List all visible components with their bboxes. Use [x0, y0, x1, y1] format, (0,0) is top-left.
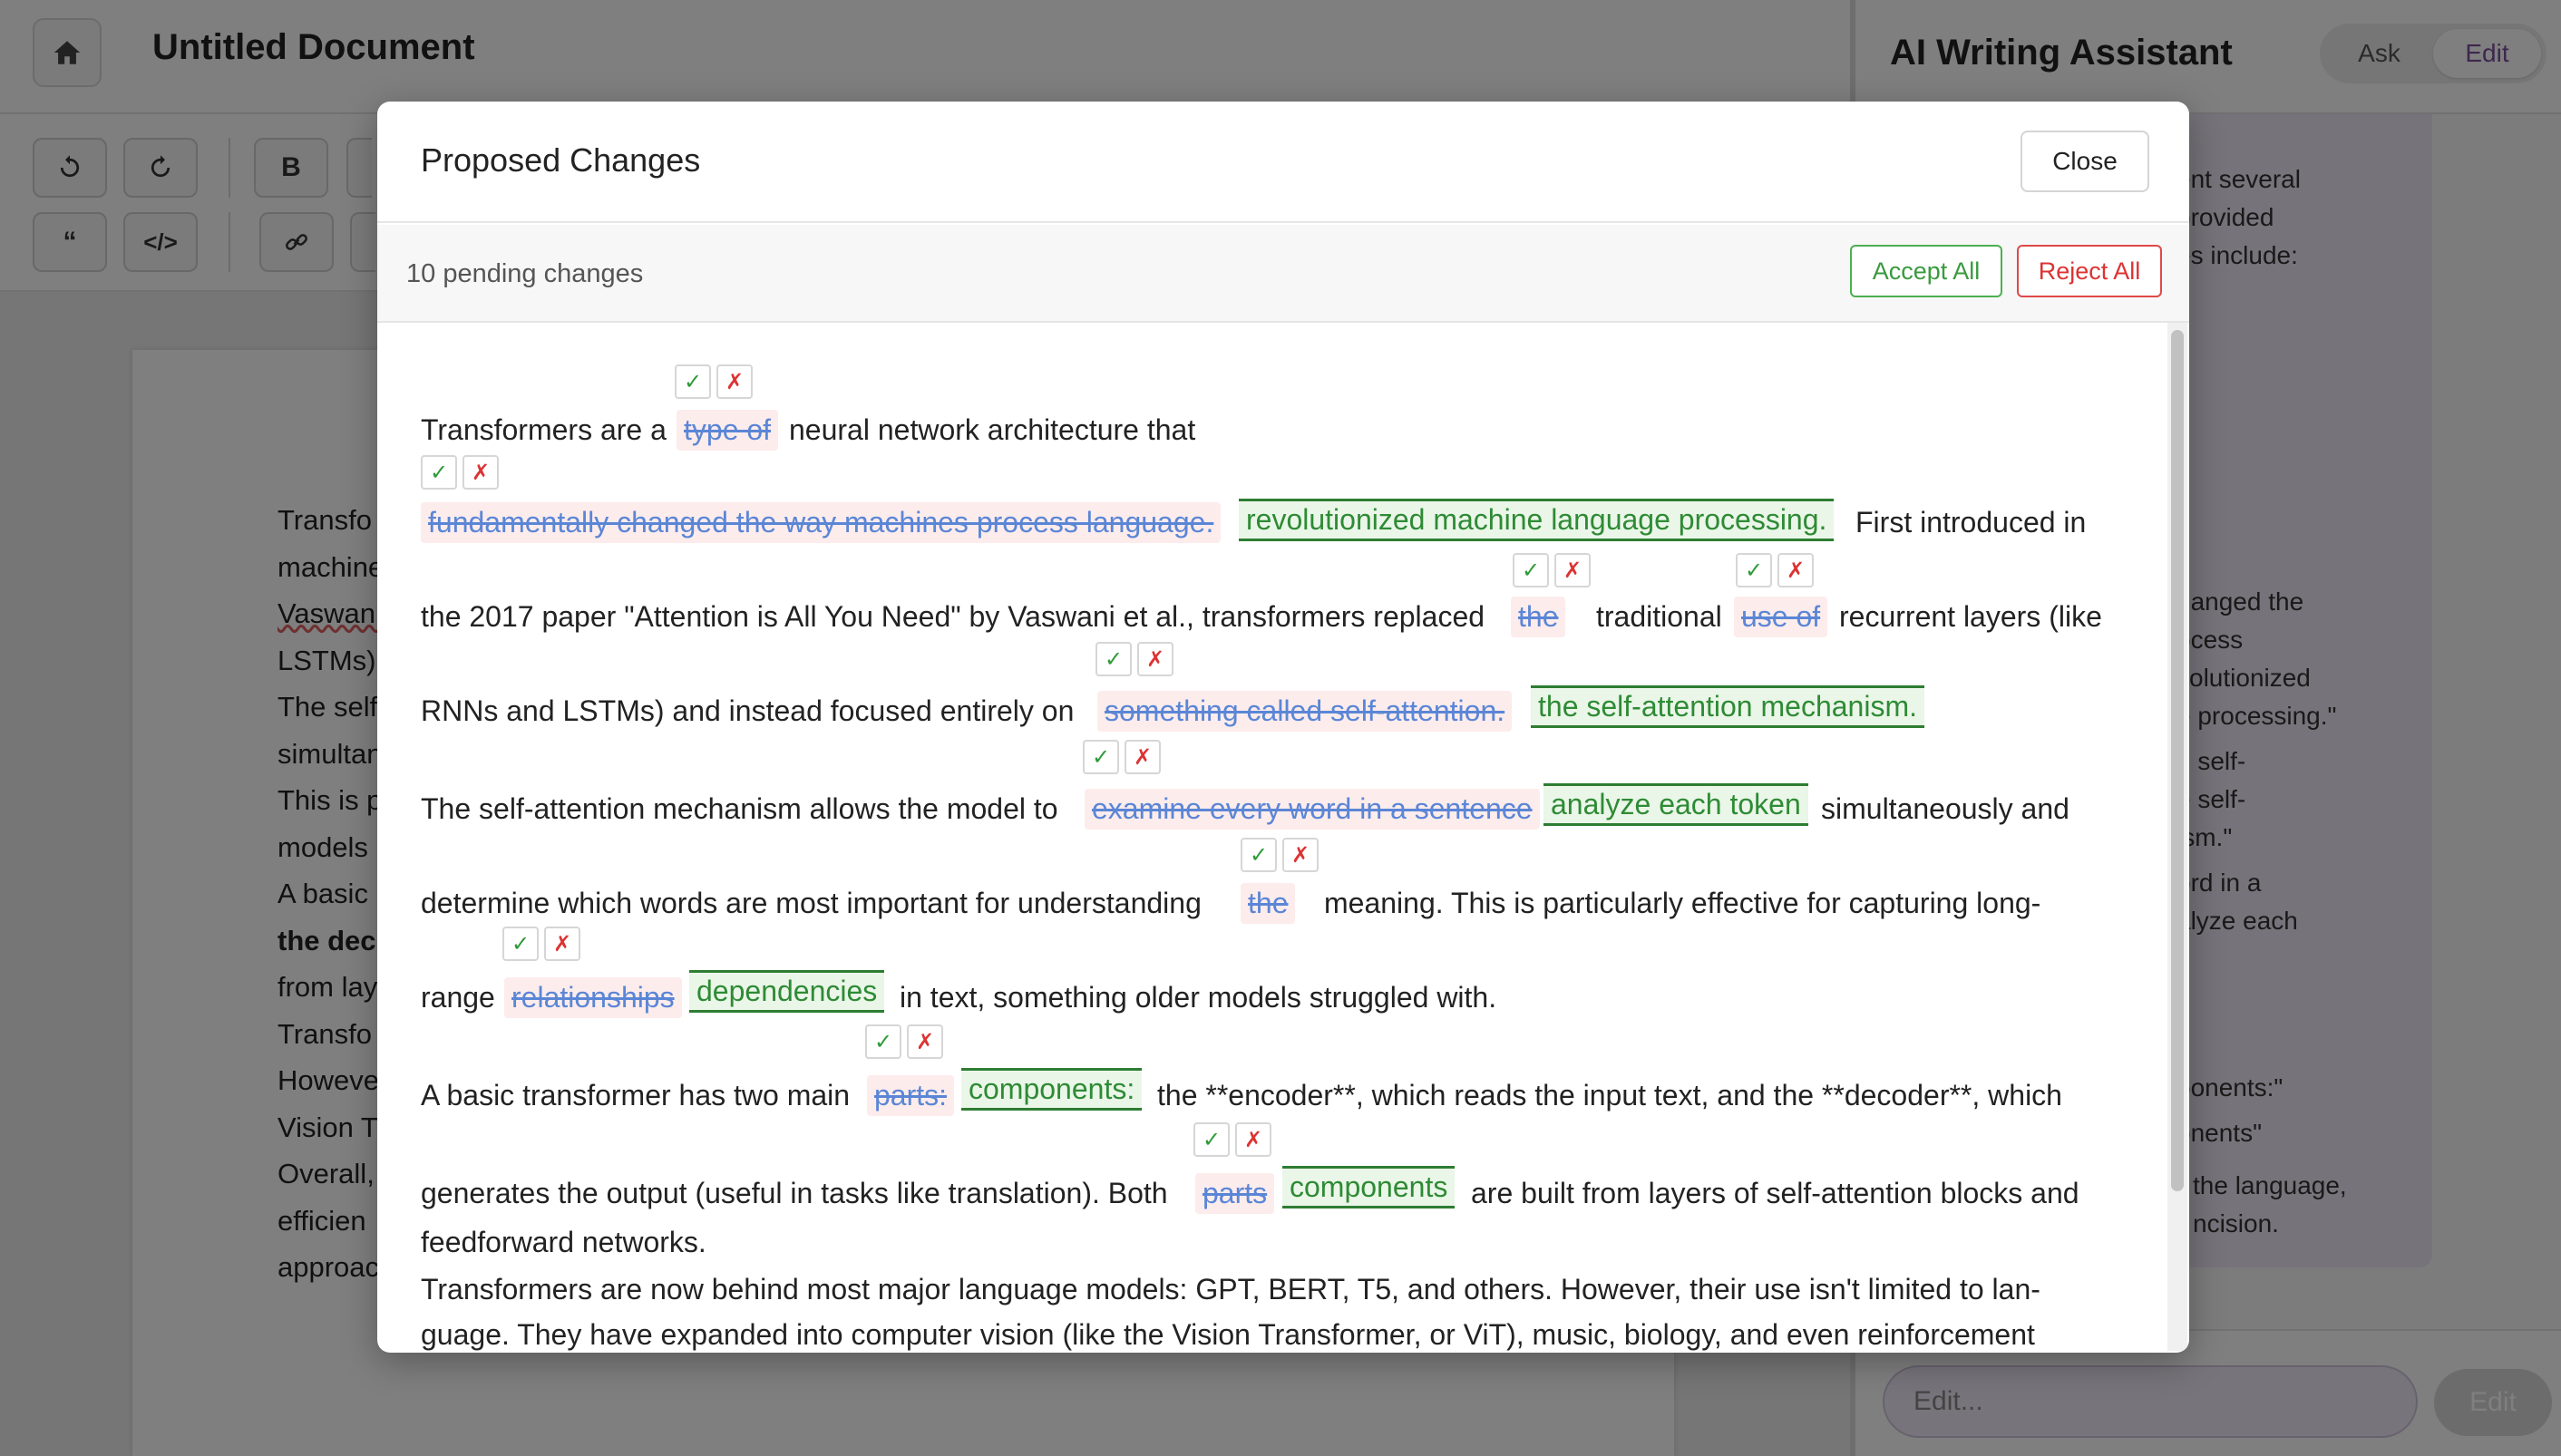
- pending-count: 10 pending changes: [406, 259, 644, 288]
- text-segment: recurrent layers (like: [1839, 600, 2102, 633]
- reject-change-button[interactable]: ✗: [1777, 553, 1814, 587]
- reject-change-button[interactable]: ✗: [1282, 838, 1319, 872]
- inserted-text: components: [1282, 1166, 1455, 1208]
- change-controls: [1736, 553, 1814, 587]
- deleted-text: relationships: [504, 977, 682, 1018]
- text-segment: the 2017 paper "Attention is All You Need" by Vaswani et al., transformers replaced: [421, 600, 1485, 633]
- scrollbar-thumb[interactable]: [2171, 330, 2184, 1191]
- inserted-text: revolutionized machine language processing.: [1239, 499, 1834, 541]
- change-controls: [1193, 1122, 1271, 1157]
- text-segment: Transformers are now behind most major language models: GPT, BERT, T5, and others. However, their use isn't limited to lan-: [421, 1273, 2040, 1306]
- inserted-text: analyze each token: [1543, 783, 1808, 826]
- text-segment: Transformers are a: [421, 413, 667, 446]
- text-segment: First introduced in: [1855, 506, 2087, 539]
- text-segment: meaning. This is particularly effective for capturing long-: [1324, 887, 2041, 919]
- change-controls: [1095, 642, 1173, 676]
- text-segment: determine which words are most important for understanding: [421, 887, 1202, 919]
- modal-header: [377, 102, 2189, 223]
- deleted-text: the: [1511, 597, 1565, 637]
- change-controls: [421, 455, 499, 490]
- text-segment: in text, something older models struggled with.: [900, 981, 1497, 1014]
- deleted-text: fundamentally changed the way machines process language.: [421, 502, 1221, 543]
- reject-change-button[interactable]: ✗: [716, 364, 753, 399]
- inserted-text: the self-attention mechanism.: [1531, 685, 1924, 728]
- accept-change-button[interactable]: ✓: [1193, 1122, 1230, 1157]
- text-segment: RNNs and LSTMs) and instead focused entirely on: [421, 694, 1075, 727]
- accept-change-button[interactable]: ✓: [1095, 642, 1132, 676]
- deleted-text: examine every word in a sentence: [1085, 789, 1540, 830]
- change-controls: [1083, 740, 1161, 774]
- deleted-text: parts:: [867, 1075, 954, 1116]
- accept-change-button[interactable]: ✓: [865, 1024, 901, 1059]
- text-segment: generates the output (useful in tasks like translation). Both: [421, 1177, 1168, 1209]
- text-segment: traditional: [1596, 600, 1722, 633]
- reject-change-button[interactable]: ✗: [1137, 642, 1173, 676]
- close-button[interactable]: Close: [2021, 131, 2149, 192]
- change-controls: [675, 364, 753, 399]
- change-controls: [1241, 838, 1319, 872]
- accept-change-button[interactable]: ✓: [1241, 838, 1277, 872]
- text-segment: range: [421, 981, 495, 1014]
- reject-change-button[interactable]: ✗: [907, 1024, 943, 1059]
- change-controls: [865, 1024, 943, 1059]
- modal-title: Proposed Changes: [421, 141, 701, 179]
- text-segment: guage. They have expanded into computer vision (like the Vision Transformer, or ViT), music, biology, and even reinforcement: [421, 1318, 2035, 1351]
- accept-all-button[interactable]: Accept All: [1850, 245, 2002, 297]
- accept-change-button[interactable]: ✓: [1736, 553, 1772, 587]
- reject-change-button[interactable]: ✗: [1235, 1122, 1271, 1157]
- reject-all-button[interactable]: Reject All: [2017, 245, 2162, 297]
- change-controls: [1513, 553, 1591, 587]
- deleted-text: the: [1241, 883, 1295, 924]
- text-segment: are built from layers of self-attention blocks and: [1471, 1177, 2079, 1209]
- accept-change-button[interactable]: ✓: [502, 927, 539, 961]
- text-segment: neural network architecture that: [789, 413, 1196, 446]
- proposed-changes-modal: [377, 102, 2189, 1353]
- text-segment: simultaneously and: [1821, 792, 2069, 825]
- text-segment: the **encoder**, which reads the input text, and the **decoder**, which: [1157, 1079, 2062, 1111]
- deleted-text: use of: [1734, 597, 1827, 637]
- accept-change-button[interactable]: ✓: [675, 364, 711, 399]
- reject-change-button[interactable]: ✗: [544, 927, 580, 961]
- deleted-text: parts: [1195, 1173, 1274, 1214]
- accept-change-button[interactable]: ✓: [1513, 553, 1549, 587]
- text-segment: The self-attention mechanism allows the model to: [421, 792, 1058, 825]
- reject-change-button[interactable]: ✗: [1554, 553, 1591, 587]
- inserted-text: dependencies: [689, 970, 884, 1013]
- deleted-text: type of: [677, 410, 778, 451]
- accept-change-button[interactable]: ✓: [1083, 740, 1119, 774]
- accept-change-button[interactable]: ✓: [421, 455, 457, 490]
- inserted-text: components:: [961, 1068, 1142, 1111]
- reject-change-button[interactable]: ✗: [1125, 740, 1161, 774]
- text-segment: feedforward networks.: [421, 1226, 706, 1258]
- deleted-text: something called self-attention.: [1097, 691, 1512, 732]
- reject-change-button[interactable]: ✗: [463, 455, 499, 490]
- change-controls: [502, 927, 580, 961]
- text-segment: A basic transformer has two main: [421, 1079, 851, 1111]
